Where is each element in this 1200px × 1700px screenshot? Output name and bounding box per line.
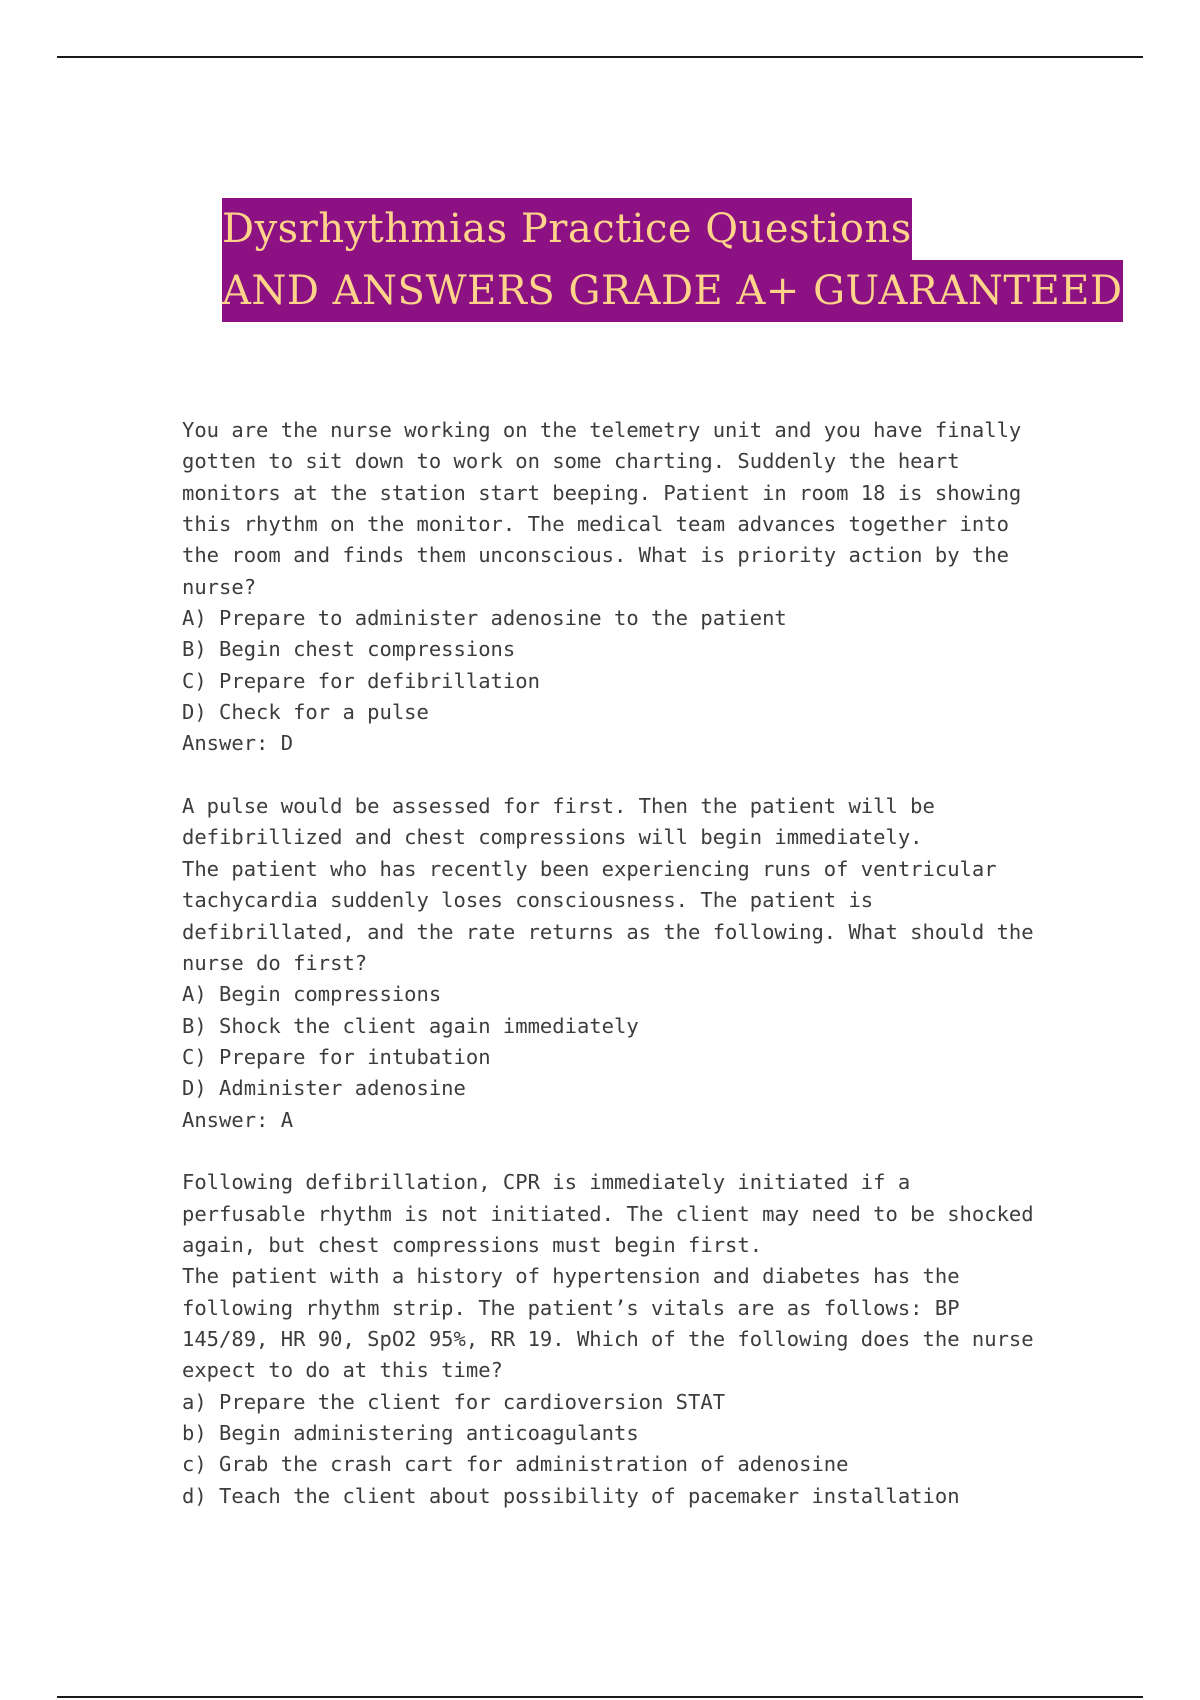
text-line: expect to do at this time? (182, 1358, 503, 1383)
text-line: c) Grab the crash cart for administration of adenosine (182, 1452, 849, 1477)
text-line: monitors at the station start beeping. Patient in room 18 is showing (182, 480, 1022, 505)
blank-line (182, 1136, 1082, 1167)
text-line: 145/89, HR 90, SpO2 95%, RR 19. Which of the following does the nurse (182, 1326, 1034, 1351)
text-line: A) Begin compressions (182, 982, 442, 1007)
text-line: A) Prepare to administer adenosine to the patient (182, 606, 787, 631)
text-line: gotten to sit down to work on some charting. Suddenly the heart (182, 449, 960, 474)
text-line: C) Prepare for defibrillation (182, 668, 540, 693)
text-line: the room and finds them unconscious. What is priority action by the (182, 543, 1009, 568)
document-body (182, 415, 1082, 1512)
text-line: this rhythm on the monitor. The medical team advances together into (182, 512, 1009, 537)
text-line: D) Administer adenosine (182, 1076, 466, 1101)
title-line: Dysrhythmias Practice Questions (222, 198, 912, 260)
text-line: B) Begin chest compressions (182, 637, 516, 662)
text-line: again, but chest compressions must begin first. (182, 1232, 763, 1257)
text-line: a) Prepare the client for cardioversion STAT (182, 1389, 726, 1414)
text-line: Answer: D (182, 731, 294, 756)
document-title (222, 198, 1123, 322)
text-line: You are the nurse working on the telemetry unit and you have finally (182, 418, 1022, 442)
text-line: tachycardia suddenly loses consciousness. The patient is (182, 888, 874, 913)
text-line: nurse? (182, 574, 257, 599)
text-line: Answer: A (182, 1107, 294, 1132)
footer-rule (57, 1696, 1143, 1698)
text-line: b) Begin administering anticoagulants (182, 1421, 639, 1445)
text-line: nurse do first? (182, 950, 368, 975)
text-line: A pulse would be assessed for first. Then the patient will be (182, 794, 935, 819)
text-line: The patient who has recently been experiencing runs of ventricular (182, 856, 997, 881)
text-line: defibrillized and chest compressions will begin immediately. (182, 825, 923, 850)
text-line: D) Check for a pulse (182, 700, 429, 725)
text-line: Following defibrillation, CPR is immediately initiated if a (182, 1170, 911, 1195)
blank-line (182, 760, 1082, 791)
text-line: defibrillated, and the rate returns as the following. What should the (182, 919, 1034, 944)
text-line: perfusable rhythm is not initiated. The client may need to be shocked (182, 1201, 1034, 1226)
header-rule (57, 56, 1143, 58)
title-line: AND ANSWERS GRADE A+ GUARANTEED (222, 260, 1123, 322)
text-line: B) Shock the client again immediately (182, 1013, 639, 1038)
text-line: d) Teach the client about possibility of pacemaker installation (182, 1483, 960, 1508)
text-line: following rhythm strip. The patient’s vitals are as follows: BP (182, 1295, 960, 1320)
text-line: C) Prepare for intubation (182, 1044, 491, 1069)
text-line: The patient with a history of hypertension and diabetes has the (182, 1264, 960, 1289)
